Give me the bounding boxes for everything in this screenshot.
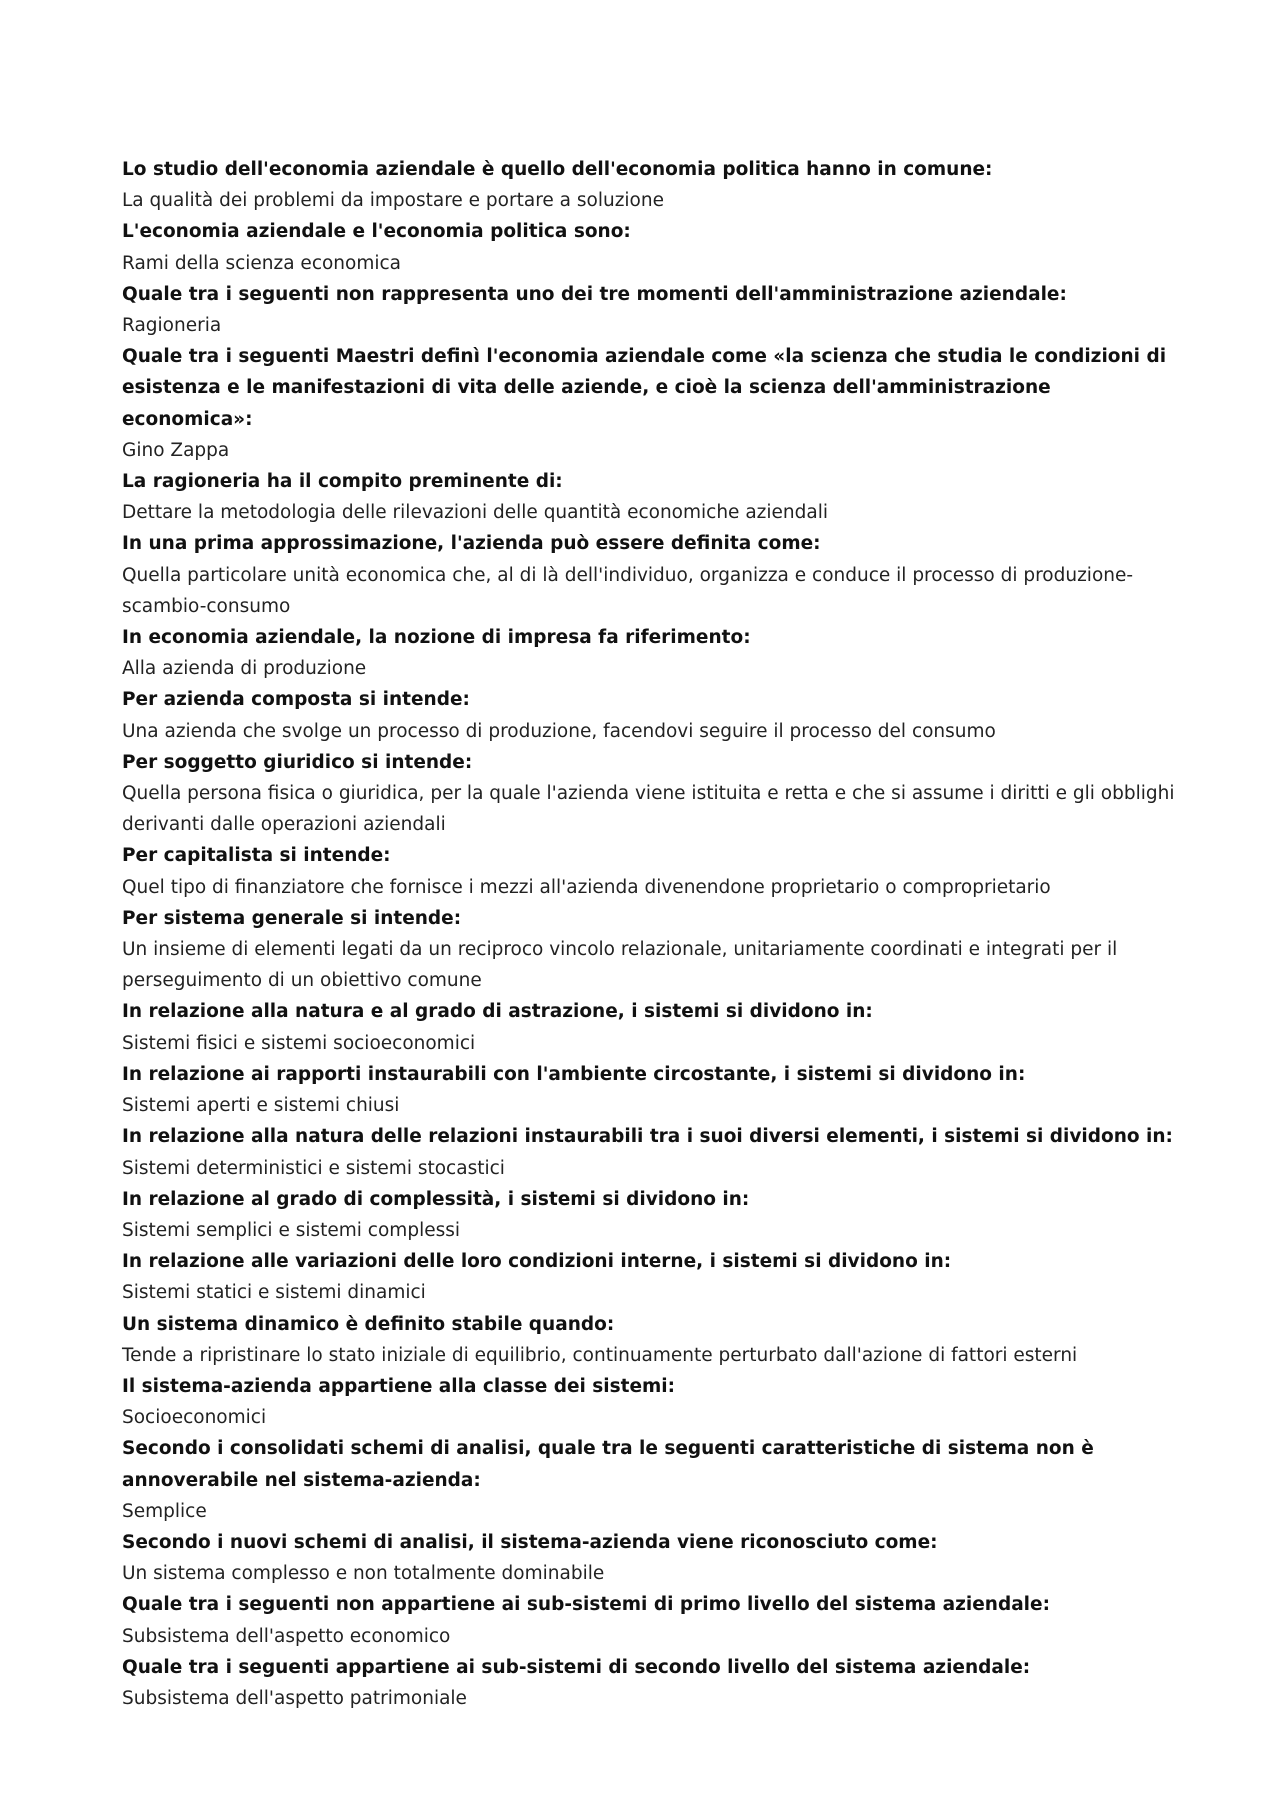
question-text: Il sistema-azienda appartiene alla classe dei sistemi:: [122, 1375, 676, 1397]
qa-list: [122, 154, 1182, 1714]
answer-text: Alla azienda di produzione: [122, 658, 367, 680]
qa-item: [122, 1433, 1182, 1527]
answer-text: Tende a ripristinare lo stato iniziale di equilibrio, continuamente perturbato dall'azione di fattori esterni: [122, 1344, 1078, 1366]
qa-item: [122, 1652, 1182, 1714]
answer-text: Sistemi deterministici e sistemi stocastici: [122, 1157, 505, 1179]
question-text: In relazione al grado di complessità, i sistemi si dividono in:: [122, 1188, 750, 1210]
question-text: Quale tra i seguenti non appartiene ai sub-sistemi di primo livello del sistema aziendale:: [122, 1594, 1050, 1616]
qa-item: [122, 279, 1182, 341]
qa-item: [122, 840, 1182, 902]
answer-text: Socioeconomici: [122, 1407, 267, 1429]
qa-item: [122, 1527, 1182, 1589]
qa-item: [122, 154, 1182, 216]
answer-text: Sistemi statici e sistemi dinamici: [122, 1282, 426, 1304]
answer-text: Gino Zappa: [122, 439, 230, 461]
qa-item: [122, 903, 1182, 997]
qa-item: [122, 684, 1182, 746]
qa-item: [122, 341, 1182, 466]
answer-text: Dettare la metodologia delle rilevazioni delle quantità economiche aziendali: [122, 502, 828, 524]
qa-item: [122, 466, 1182, 528]
qa-item: [122, 622, 1182, 684]
question-text: L'economia aziendale e l'economia politica sono:: [122, 221, 631, 243]
qa-item: [122, 1371, 1182, 1433]
answer-text: Sistemi aperti e sistemi chiusi: [122, 1095, 400, 1117]
question-text: In economia aziendale, la nozione di impresa fa riferimento:: [122, 627, 751, 649]
answer-text: Quella persona fisica o giuridica, per la quale l'azienda viene istituita e retta e che si assume i diritti e gli obblighi derivanti dalle operazioni aziendali: [122, 783, 1175, 836]
question-text: Per azienda composta si intende:: [122, 689, 470, 711]
answer-text: Subsistema dell'aspetto economico: [122, 1625, 451, 1647]
answer-text: Rami della scienza economica: [122, 252, 402, 274]
question-text: In relazione alla natura delle relazioni instaurabili tra i suoi diversi elementi, i sistemi si dividono in:: [122, 1126, 1173, 1148]
question-text: Quale tra i seguenti Maestri definì l'economia aziendale come «la scienza che studia le condizioni di esistenza e le manifestazioni di vita delle aziende, e cioè la scienza dell'amministrazione economica»:: [122, 346, 1167, 430]
qa-item: [122, 528, 1182, 622]
question-text: Lo studio dell'economia aziendale è quello dell'economia politica hanno in comune:: [122, 159, 993, 180]
qa-item: [122, 747, 1182, 841]
answer-text: Sistemi semplici e sistemi complessi: [122, 1219, 461, 1241]
answer-text: Sistemi fisici e sistemi socioeconomici: [122, 1032, 476, 1054]
question-text: Secondo i nuovi schemi di analisi, il sistema-azienda viene riconosciuto come:: [122, 1531, 938, 1553]
question-text: In una prima approssimazione, l'azienda può essere definita come:: [122, 533, 821, 555]
qa-item: [122, 1589, 1182, 1651]
qa-item: [122, 1059, 1182, 1121]
question-text: Quale tra i seguenti non rappresenta uno dei tre momenti dell'amministrazione aziendale:: [122, 283, 1067, 305]
answer-text: La qualità dei problemi da impostare e portare a soluzione: [122, 190, 664, 212]
question-text: Per sistema generale si intende:: [122, 907, 462, 929]
answer-text: Semplice: [122, 1500, 207, 1522]
question-text: La ragioneria ha il compito preminente di:: [122, 471, 563, 493]
answer-text: Una azienda che svolge un processo di produzione, facendovi seguire il processo del consumo: [122, 720, 996, 742]
qa-item: [122, 1184, 1182, 1246]
question-text: In relazione alla natura e al grado di astrazione, i sistemi si dividono in:: [122, 1001, 873, 1023]
qa-item: [122, 1121, 1182, 1183]
answer-text: Ragioneria: [122, 315, 222, 337]
qa-item: [122, 1246, 1182, 1308]
qa-item: [122, 216, 1182, 278]
answer-text: Subsistema dell'aspetto patrimoniale: [122, 1687, 467, 1709]
question-text: In relazione alle variazioni delle loro condizioni interne, i sistemi si dividono in:: [122, 1251, 952, 1273]
question-text: In relazione ai rapporti instaurabili con l'ambiente circostante, i sistemi si dividono in:: [122, 1063, 1026, 1085]
question-text: Per capitalista si intende:: [122, 845, 391, 867]
question-text: Un sistema dinamico è definito stabile quando:: [122, 1313, 615, 1335]
answer-text: Un sistema complesso e non totalmente dominabile: [122, 1563, 605, 1585]
qa-item: [122, 1309, 1182, 1371]
answer-text: Quella particolare unità economica che, al di là dell'individuo, organizza e conduce il processo di produzione-scambio-consumo: [122, 564, 1134, 617]
question-text: Per soggetto giuridico si intende:: [122, 751, 473, 773]
qa-item: [122, 996, 1182, 1058]
question-text: Secondo i consolidati schemi di analisi, quale tra le seguenti caratteristiche di sistema non è annoverabile nel sistema-azienda:: [122, 1438, 1094, 1491]
answer-text: Quel tipo di finanziatore che fornisce i mezzi all'azienda divenendone proprietario o comproprietario: [122, 876, 1051, 898]
answer-text: Un insieme di elementi legati da un reciproco vincolo relazionale, unitariamente coordinati e integrati per il perseguimento di un obiettivo comune: [122, 939, 1118, 992]
question-text: Quale tra i seguenti appartiene ai sub-sistemi di secondo livello del sistema aziendale:: [122, 1656, 1031, 1678]
